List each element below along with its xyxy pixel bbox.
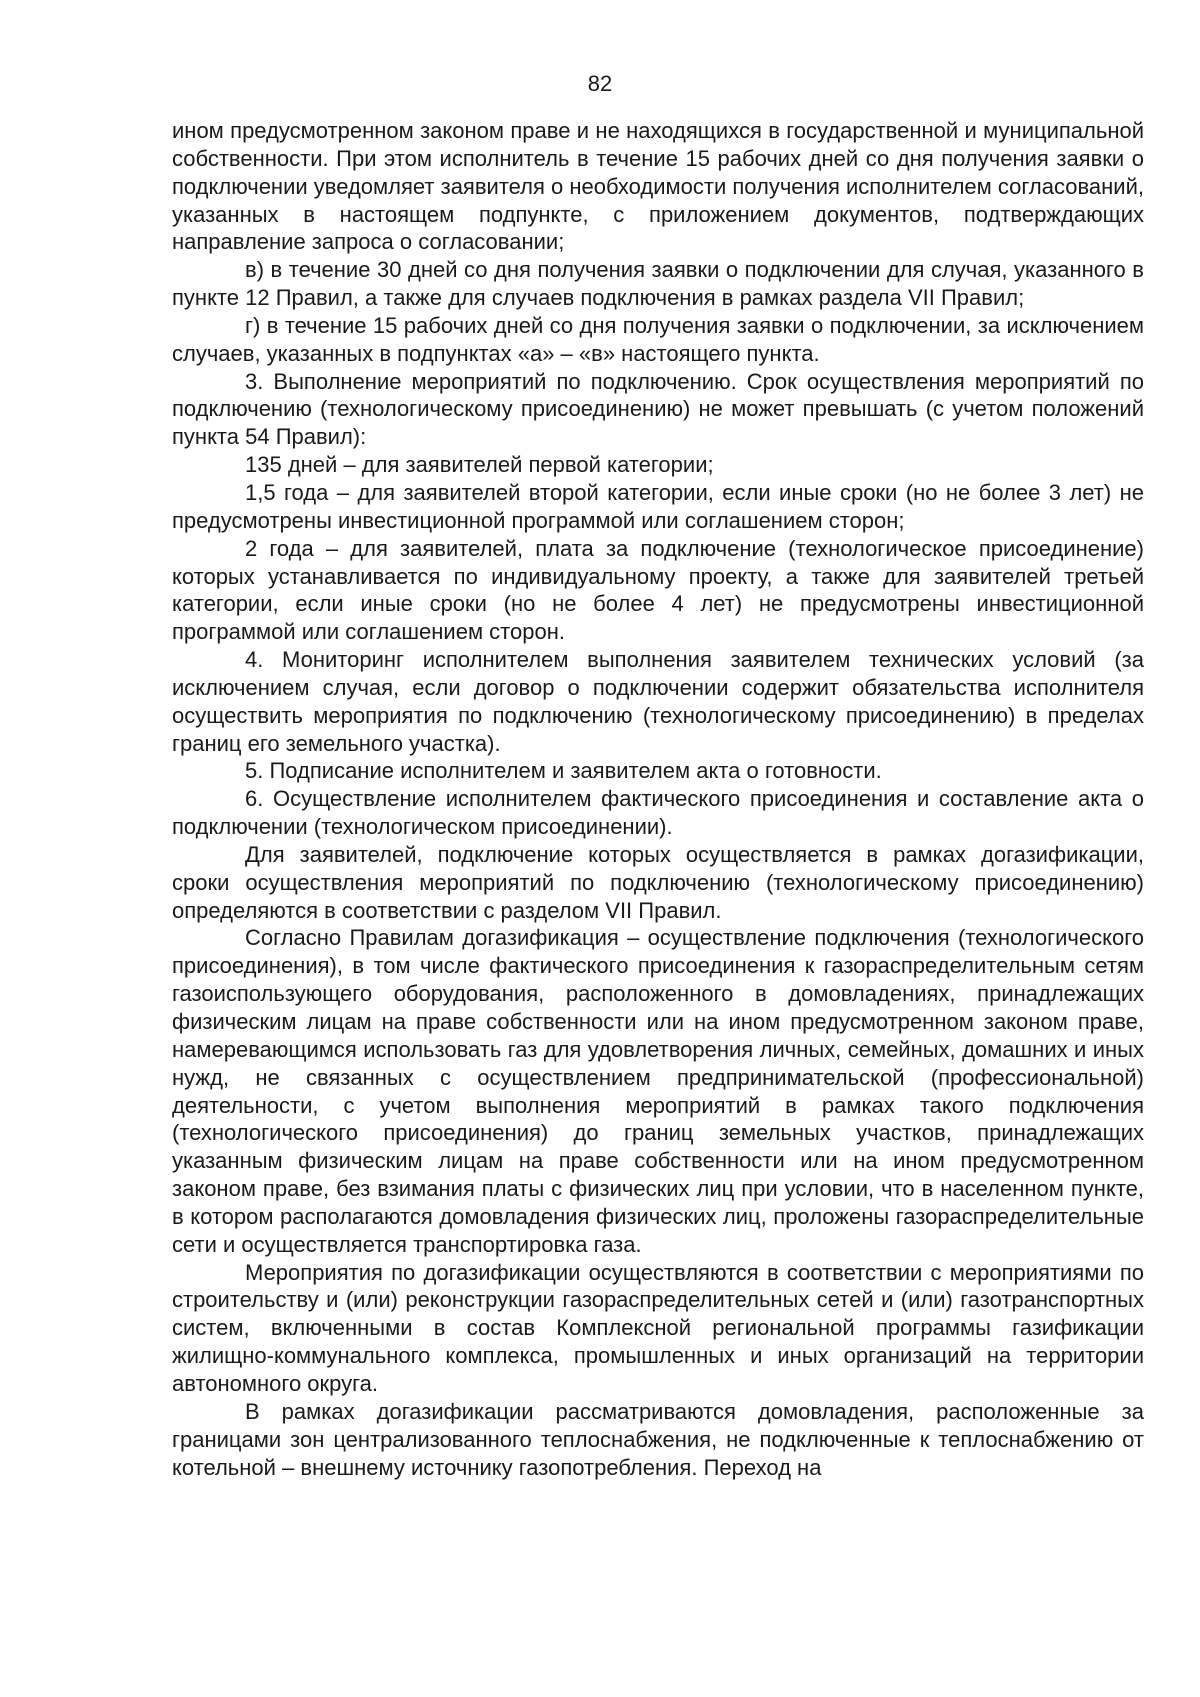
paragraph: Согласно Правилам догазификация – осуществление подключения (технологического присоединения), в том числе фактического присоединения к газораспределительным сетям газоиспользующего оборудования, расположенного в домовладениях, принадлежащих физическим лицам на праве собственности или на ином предусмотренном законом праве, намеревающимся использовать газ для удовлетворения личных, семейных, домашних и иных нужд, не связанных с осуществлением предпринимательской (профессиональной) деятельности, с учетом выполнения мероприятий в рамках такого подключения (технологического присоединения) до границ земельных участков, принадлежащих указанным физическим лицам на праве собственности или на ином предусмотренном законом праве, без взимания платы с физических лиц при условии, что в населенном пункте, в котором располагаются домовладения физических лиц, проложены газораспределительные сети и осуществляется транспортировка газа. <box>172 925 1144 1257</box>
paragraph: В рамках догазификации рассматриваются домовладения, расположенные за границами зон централизованного теплоснабжения, не подключенные к теплоснабжению от котельной – внешнему источнику газопотребления. Переход на <box>172 1398 1144 1480</box>
page-number: 82 <box>587 71 613 96</box>
paragraph: ином предусмотренном законом праве и не находящихся в государственной и муниципальной собственности. При этом исполнитель в течение 15 рабочих дней со дня получения заявки о подключении уведомляет заявителя о необходимости получения исполнителем согласований, указанных в настоящем подпункте, с приложением документов, подтверждающих направление запроса о согласовании; <box>172 118 1144 255</box>
paragraph: 3. Выполнение мероприятий по подключению. Срок осуществления мероприятий по подключению (технологическому присоединению) не может превышать (с учетом положений пункта 54 Правил): <box>172 368 1144 450</box>
paragraph: в) в течение 30 дней со дня получения заявки о подключении для случая, указанного в пункте 12 Правил, а также для случаев подключения в рамках раздела VII Правил; <box>172 257 1144 311</box>
paragraph: Для заявителей, подключение которых осуществляется в рамках догазификации, сроки осуществления мероприятий по подключению (технологическому присоединению) определяются в соответствии с разделом VII Правил. <box>172 841 1144 923</box>
paragraph: 135 дней – для заявителей первой категории; <box>245 452 714 478</box>
paragraph: 5. Подписание исполнителем и заявителем акта о готовности. <box>245 758 882 784</box>
paragraph: 2 года – для заявителей, плата за подключение (технологическое присоединение) которых устанавливается по индивидуальному проекту, а также для заявителей третьей категории, если иные сроки (но не более 4 лет) не предусмотрены инвестиционной программой или соглашением сторон. <box>172 535 1144 645</box>
paragraph: г) в течение 15 рабочих дней со дня получения заявки о подключении, за исключением случаев, указанных в подпунктах «а» – «в» настоящего пункта. <box>172 312 1144 366</box>
paragraph: 4. Мониторинг исполнителем выполнения заявителем технических условий (за исключением случая, если договор о подключении содержит обязательства исполнителя осуществить мероприятия по подключению (технологическому присоединению) в пределах границ его земельного участка). <box>172 647 1144 756</box>
paragraph: 1,5 года – для заявителей второй категории, если иные сроки (но не более 3 лет) не предусмотрены инвестиционной программой или соглашением сторон; <box>172 479 1144 533</box>
paragraph: 6. Осуществление исполнителем фактического присоединения и составление акта о подключении (технологическом присоединении). <box>172 786 1144 840</box>
document-body <box>172 117 1144 1481</box>
paragraph: Мероприятия по догазификации осуществляются в соответствии с мероприятиями по строительству и (или) реконструкции газораспределительных сетей и (или) газотранспортных систем, включенными в состав Комплексной региональной программы газификации жилищно-коммунального комплекса, промышленных и иных организаций на территории автономного округа. <box>172 1259 1144 1396</box>
